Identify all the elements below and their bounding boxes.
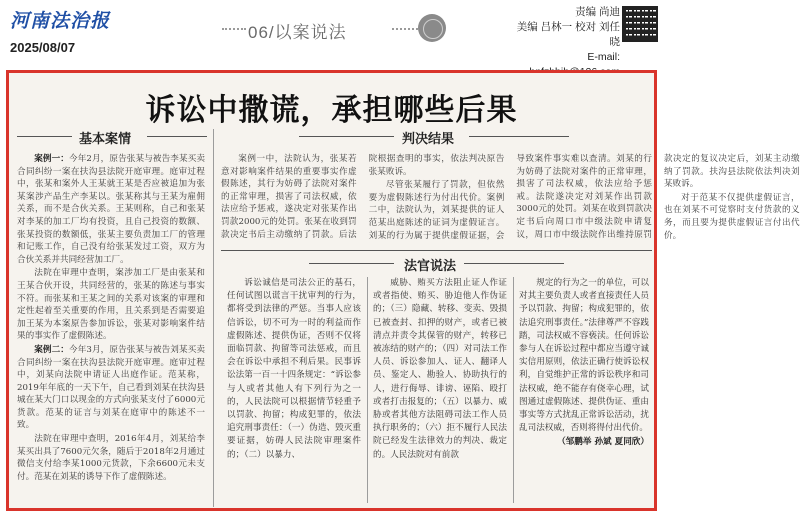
column-divider: [513, 277, 514, 503]
basic-facts-heading: 基本案情: [79, 132, 132, 147]
judge-paragraph: 规定的行为之一的单位，可以对其主要负责人或者直接责任人员予以罚款、拘留；构成犯罪的，依法追究刑事责任。”法律尊严不容践踏，司法权威不容亵渎。任何诉讼参与人在诉讼过程中都应当遵守诚实信用原则，依法正确行使诉讼权利，自觉维护正常的诉讼秩序和司法权威，绝不能存有侥幸心理，试图通过虚假陈述、提供伪证、重由事实等方式扰乱正常诉讼活动，扰乱司法权威，否则将得付出代价。: [519, 278, 649, 434]
judge-column-2: [373, 277, 507, 503]
heading-rule-left: [17, 136, 72, 137]
newspaper-masthead: 河南法治报: [10, 10, 111, 32]
facts-paragraph: [17, 267, 205, 343]
page-section-banner: 06/以案说法: [248, 23, 347, 42]
article-frame: [6, 70, 800, 511]
facts-paragraph: [17, 153, 205, 266]
judge-paragraph: 诉讼诚信是司法公正的基石，任何试图以谎言干扰审判的行为，都将受到法律的严惩。当事人应该信诉讼，切不可为一时的利益而作虚假陈述、提供伪证，否则不仅将面临罚款、拘留等司法惩戒，而且会在诉讼中承担不利后果。民事诉讼法第一百一十四条规定：“诉讼参与人或者其他人有下列行为之一的，人民法院可以根据情节轻重予以罚款、拘留；构成犯罪的，依法追究刑事责任：（一）伪造、毁灭重要证据，妨碍人民法院审理案件的；（二）以暴力、: [227, 278, 361, 460]
column-divider: [367, 277, 368, 503]
credit-email: E-mail:: [587, 51, 620, 63]
author-signature: （邹鹏举 孙斌 夏同欣）: [557, 437, 649, 448]
judge-section-rule: [221, 250, 652, 251]
heading-rule-left: [299, 136, 394, 137]
heading-rule-right: [464, 263, 564, 264]
credit-editor: 责编 尚迪: [575, 6, 620, 18]
article-title: 诉讼中撒谎，承担哪些后果: [145, 93, 518, 128]
facts-text: 法院在审理中查明，2016年4月，刘某给李某买出具了7600元欠条，随后于2018年2月通过微信支付给李某1000元货款，下余6600元未支付。范某在刘某的诱导下作了虚假陈述。: [17, 434, 205, 482]
facts-paragraph: [17, 344, 205, 432]
qr-code-icon: [622, 6, 658, 42]
judge-says-heading: 法官说法: [404, 259, 457, 274]
section-seal-icon: [418, 14, 446, 42]
facts-text: 法院在审理中查明，案涉加工厂是由张某和王某合伙开设，共同经营的，张某的陈述与事实不符。而张某和王某之间的关系对该案的审理和定性起着至关重要的作用，且关系到是否需要追加王某为本案原告参加诉讼，张某对影响案件结果的事实作了虚假陈述。: [17, 268, 205, 342]
case-label: 案例二：: [34, 344, 69, 355]
case-label: 案例一：: [34, 154, 69, 164]
credit-design: 美编 吕林一 校对 刘任晓: [516, 21, 620, 48]
basic-facts-body: [17, 153, 205, 505]
judge-paragraph: 威胁、贿买方法阻止证人作证或者指使、贿买、胁迫他人作伪证的；（三）隐藏、转移、变卖、毁损已被查封、扣押的财产，或者已被清点并责令其保管的财产，转移已被冻结的财产的；（四）对司法工作人员、诉讼参加人、证人、翻译人员、鉴定人、勘验人、协助执行的人，进行侮辱、诽谤、诬陷、殴打或者打击报复的；（五）以暴力、威胁或者其他方法阻碍司法工作人员执行职务的；（六）拒不履行人民法院已经发生法律效力的判决、裁定的。人民法院对有前款: [373, 278, 507, 460]
column-divider: [213, 129, 214, 507]
banner-divider-right: [392, 28, 418, 30]
judge-column-1: [227, 277, 361, 503]
verdict-body: [221, 153, 800, 245]
heading-rule-right: [147, 136, 207, 137]
facts-paragraph: [17, 433, 205, 483]
verdict-paragraph: 案例一中，法院认为，张某若意对影响案件结果的重要事实作虚假陈述，其行为妨碍了法院对案件的正常审理，损害了司法权威，依法应给予惩戒，遂决定对张某作出罚款2000元的处罚。张某在收到罚款决定书后主动缴纳了罚款。后法院根据查明的事实，依法判决原告张某败诉。: [221, 154, 505, 240]
heading-rule-left: [309, 263, 394, 264]
heading-rule-right: [469, 136, 569, 137]
facts-text: 今年2月，原告张某与被告李某买卖合同纠纷一案在扶沟县法院开庭审理。庭审过程中，张某和案外人王某就王某是否应被追加为张某案涉产品生产李某以。张某称其与王某为雇佣关系，而不是合伙关系。王某则称，自己和张某对李某的加工厂均有投资，且自己投资的数额、张某投资的数额低，张某主要负责加工厂的管理和记账工作，自己没有给张某发过工资，双方为合伙关系并共同经营加工厂。: [17, 154, 205, 265]
page-header: [0, 0, 663, 68]
verdict-paragraph: 对于范某不仅提供虚假证言，也在刘某不可觉察时支付货款的义务，而且要为提供虚假证言付出代价。: [663, 192, 800, 241]
verdict-paragraph: 尽管张某履行了罚款，但依然要为虚假陈述行为付出代价。案例二中，法院认为，刘某提供的证人范某出庭陈述的证词为虚假证言。刘某的行为属于提供虚假证据，会导致案件事实难以查清。刘某的行为妨碍了法院对案件的正常审理，损害了司法权威，依法应给予惩戒。法院遂决定对刘某作出罚款3000元的处罚。刘某在收到罚款决定书后向周口市中级法院申请复议，周口市中级法院作出维持原罚款决定的复议决定后，刘某主动缴纳了罚款。扶沟县法院依法判决刘某败诉。: [368, 154, 800, 241]
judge-column-3: [519, 277, 649, 503]
publication-date: 2025/08/07: [10, 40, 76, 55]
verdict-heading: 判决结果: [402, 132, 455, 147]
banner-divider-left: [222, 28, 246, 30]
editor-credits: [510, 5, 620, 80]
facts-text: 今年3月，原告张某与被告刘某买卖合同纠纷一案在扶沟县法院开庭审理。庭审过程中，刘某向法院申请证人出庭作证。范某称，2019年年底的一天下午，自己看到刘某在扶沟县城在某大门口以现金的方式向张某支付了6000元货款。范某的证言与刘某在庭审中的陈述不一致。: [17, 344, 205, 431]
